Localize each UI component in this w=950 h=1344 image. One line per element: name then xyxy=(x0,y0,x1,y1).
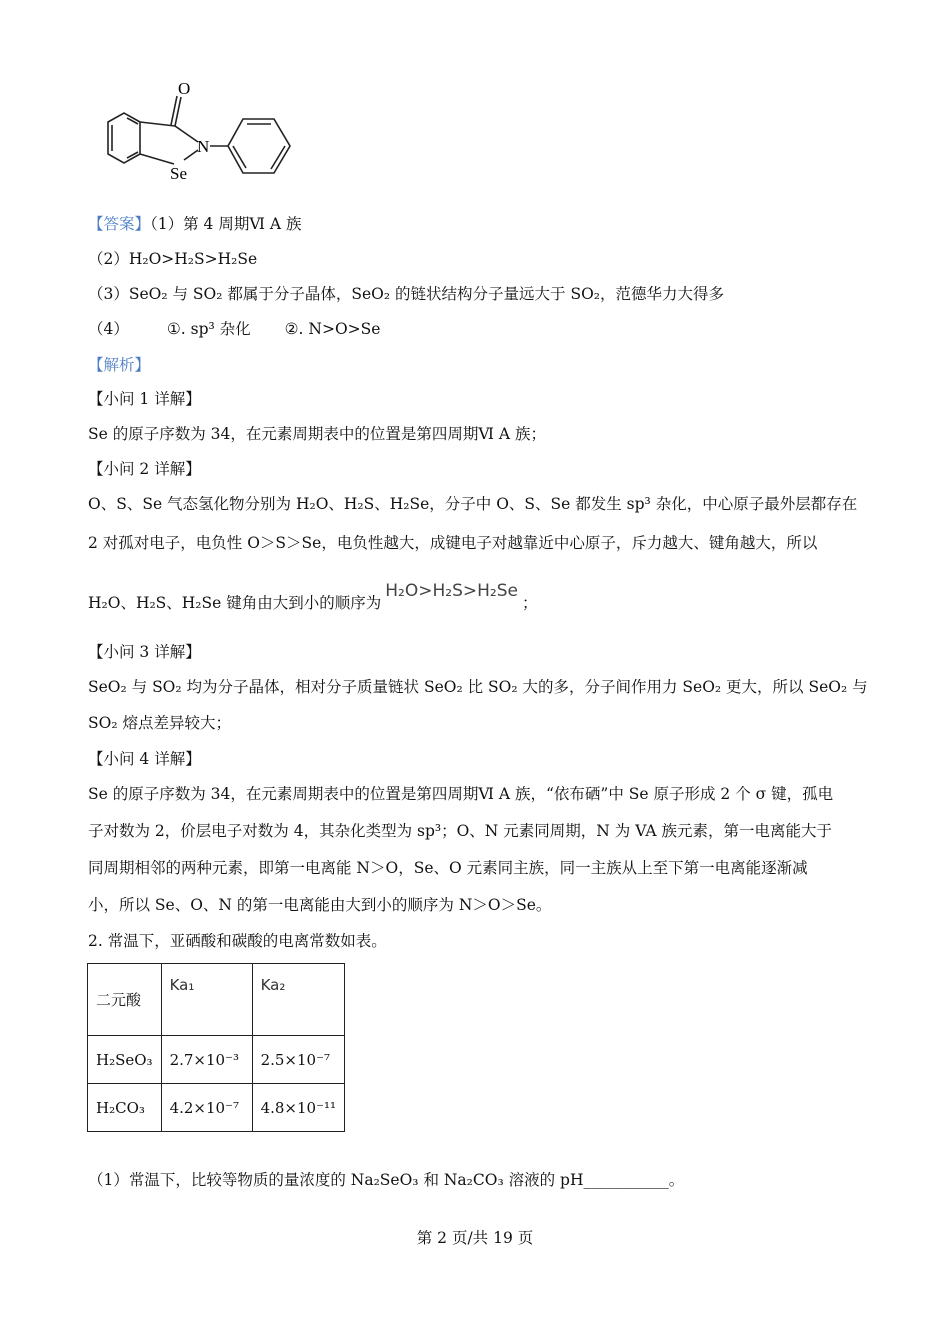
answer-4-part1: ①. sp³ 杂化 xyxy=(166,320,251,338)
cell-acid-h2seo3: H₂SeO₃ xyxy=(88,1036,162,1084)
header-acid: 二元酸 xyxy=(88,964,162,1036)
ka-table xyxy=(87,963,345,1132)
q2-line-3 xyxy=(88,581,538,613)
answer-4-prefix: （4） xyxy=(88,320,129,338)
q2-line-2: 2 对孤对电子，电负性 O＞S＞Se，电负性越大，成键电子对越靠近中心原子，斥力越大、键角越大，所以 xyxy=(88,534,818,552)
answer-line-4 xyxy=(88,319,380,339)
q2-line-3-text: H₂O、H₂S、H₂Se 键角由大到小的顺序为 xyxy=(88,594,382,612)
header-ka2: Ka₂ xyxy=(252,964,344,1036)
q4-line-4: 小，所以 Se、O、N 的第一电离能由大到小的顺序为 N＞O＞Se。 xyxy=(88,896,552,914)
page-footer: 第 2 页/共 19 页 xyxy=(416,1229,534,1247)
cell-ka1-h2co3: 4.2×10⁻⁷ xyxy=(161,1084,252,1132)
q2-end: ； xyxy=(521,594,538,612)
ebselen-structure xyxy=(80,72,310,192)
cell-ka2-h2seo3: 2.5×10⁻⁷ xyxy=(252,1036,344,1084)
table-header-row xyxy=(88,964,345,1036)
answer-tag: 【答案】 xyxy=(88,215,151,233)
q4-heading: 【小问 4 详解】 xyxy=(88,750,201,768)
q2-line-1: O、S、Se 气态氢化物分别为 H₂O、H₂S、H₂Se，分子中 O、S、Se 都发生 sp³ 杂化，中心原子最外层都存在 xyxy=(88,495,858,513)
answer-4-part2: ②. N>O>Se xyxy=(284,320,381,338)
q1-body: Se 的原子序数为 34，在元素周期表中的位置是第四周期Ⅵ A 族； xyxy=(88,425,547,443)
q3-line-2: SO₂ 熔点差异较大； xyxy=(88,714,231,732)
answer-3: （3）SeO₂ 与 SO₂ 都属于分子晶体，SeO₂ 的链状结构分子量远大于 SO₂，范德华力大得多 xyxy=(88,285,725,303)
cell-acid-h2co3: H₂CO₃ xyxy=(88,1084,162,1132)
question-2-stem: 2. 常温下，亚硒酸和碳酸的电离常数如表。 xyxy=(88,932,387,950)
answer-2: （2）H₂O>H₂S>H₂Se xyxy=(88,250,258,268)
question-2-sub-1: （1）常温下，比较等物质的量浓度的 Na₂SeO₃ 和 Na₂CO₃ 溶液的 pH___________。 xyxy=(88,1171,685,1189)
oxygen-label: O xyxy=(178,79,191,98)
header-ka1: Ka₁ xyxy=(161,964,252,1036)
q3-line-1: SeO₂ 与 SO₂ 均为分子晶体，相对分子质量链状 SeO₂ 比 SO₂ 大的多，分子间作用力 SeO₂ 更大，所以 SeO₂ 与 xyxy=(88,678,868,696)
q4-line-1: Se 的原子序数为 34，在元素周期表中的位置是第四周期Ⅵ A 族，“依布硒”中 Se 原子形成 2 个 σ 键，孤电 xyxy=(88,785,834,803)
selenium-label: Se xyxy=(170,164,187,183)
cell-ka2-h2co3: 4.8×10⁻¹¹ xyxy=(252,1084,344,1132)
q3-heading: 【小问 3 详解】 xyxy=(88,643,201,661)
q1-heading: 【小问 1 详解】 xyxy=(88,390,201,408)
table-row xyxy=(88,1036,345,1084)
cell-ka1-h2seo3: 2.7×10⁻³ xyxy=(161,1036,252,1084)
analysis-tag: 【解析】 xyxy=(88,356,151,374)
benzene-ring-left xyxy=(108,113,140,163)
q4-line-2: 子对数为 2，价层电子对数为 4，其杂化类型为 sp³；O、N 元素同周期，N 为 VA 族元素，第一电离能大于 xyxy=(88,822,832,840)
q4-line-3: 同周期相邻的两种元素，即第一电离能 N＞O，Se、O 元素同主族，同一主族从上至下第一电离能逐渐减 xyxy=(88,859,808,877)
table-row xyxy=(88,1084,345,1132)
q2-heading: 【小问 2 详解】 xyxy=(88,460,201,478)
answer-1: （1）第 4 周期Ⅵ A 族 xyxy=(150,215,302,233)
nitrogen-label: N xyxy=(197,137,210,156)
q2-formula: H₂O>H₂S>H₂Se xyxy=(385,581,518,601)
answer-line-1 xyxy=(88,214,301,234)
phenyl-ring-right xyxy=(228,119,290,173)
